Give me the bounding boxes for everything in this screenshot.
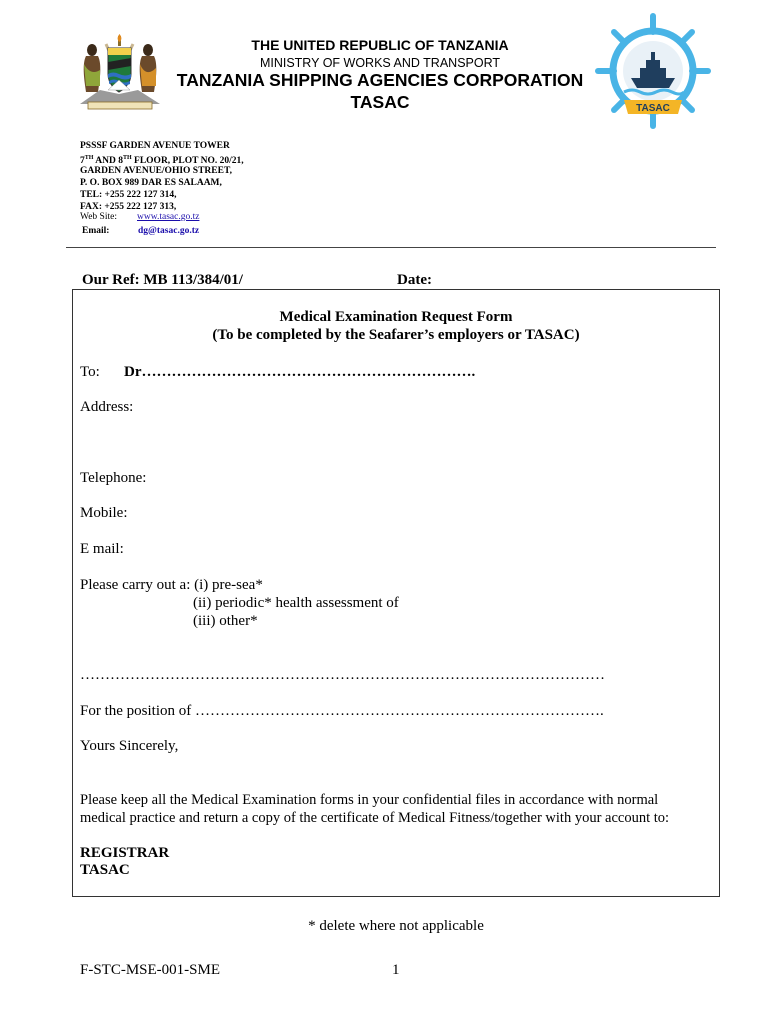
- website-link[interactable]: www.tasac.go.tz: [137, 212, 200, 222]
- instruction-line-2: medical practice and return a copy of the certificate of Medical Fitness/together with your account to:: [80, 810, 670, 826]
- address-field-label: Address:: [80, 399, 134, 415]
- our-reference: Our Ref: MB 113/384/01/: [82, 272, 243, 288]
- form-code: F-STC-MSE-001-SME: [80, 962, 221, 978]
- position-field[interactable]: For the position of ……………………………………………………………………….: [80, 703, 604, 719]
- telephone-field-label: Telephone:: [80, 470, 147, 486]
- email-field-label: E mail:: [80, 541, 124, 557]
- form-title: Medical Examination Request Form: [279, 309, 513, 325]
- dotted-entry-line[interactable]: ……………………………………………………………………………………………: [80, 667, 605, 683]
- agency-acronym: TASAC: [350, 92, 410, 112]
- mobile-field-label: Mobile:: [80, 505, 128, 521]
- website-label: Web Site:: [80, 212, 117, 222]
- telephone-info: TEL: +255 222 127 314,: [80, 190, 177, 200]
- carry-out-option-periodic: (ii) periodic* health assessment of: [193, 595, 399, 611]
- date-label: Date:: [397, 272, 432, 288]
- address-line-3: GARDEN AVENUE/OHIO STREET,: [80, 166, 232, 176]
- carry-out-option-other: (iii) other*: [193, 613, 258, 629]
- country-name: THE UNITED REPUBLIC OF TANZANIA: [251, 37, 509, 53]
- address-line-1: PSSSF GARDEN AVENUE TOWER: [80, 141, 230, 151]
- email-label: Email:: [82, 226, 110, 236]
- registrar-title: REGISTRAR: [80, 845, 170, 861]
- carry-out-option-pre-sea: Please carry out a: (i) pre-sea*: [80, 577, 263, 593]
- doctor-name-field[interactable]: Dr………………………………………………………….: [124, 364, 476, 380]
- footnote: * delete where not applicable: [308, 918, 484, 934]
- to-label: To:: [80, 364, 100, 380]
- coat-of-arms-logo: [78, 34, 162, 112]
- address-line-2: 7TH AND 8TH FLOOR, PLOT NO. 20/21,: [80, 155, 244, 167]
- instruction-line-1: Please keep all the Medical Examination forms in your confidential files in accordance with normal: [80, 792, 659, 808]
- fax-info: FAX: +255 222 127 313,: [80, 202, 177, 212]
- page-number: 1: [392, 962, 400, 978]
- header-divider: [66, 247, 716, 248]
- registrar-organization: TASAC: [80, 862, 130, 878]
- closing-text: Yours Sincerely,: [80, 738, 179, 754]
- agency-name: TANZANIA SHIPPING AGENCIES CORPORATION: [176, 70, 584, 90]
- form-subtitle: (To be completed by the Seafarer’s employers or TASAC): [212, 327, 580, 343]
- ministry-name: MINISTRY OF WORKS AND TRANSPORT: [259, 56, 501, 70]
- tasac-logo: [594, 12, 712, 130]
- email-link[interactable]: dg@tasac.go.tz: [138, 226, 200, 236]
- logo-text: TASAC: [636, 103, 670, 114]
- address-line-4: P. O. BOX 989 DAR ES SALAAM,: [80, 178, 222, 188]
